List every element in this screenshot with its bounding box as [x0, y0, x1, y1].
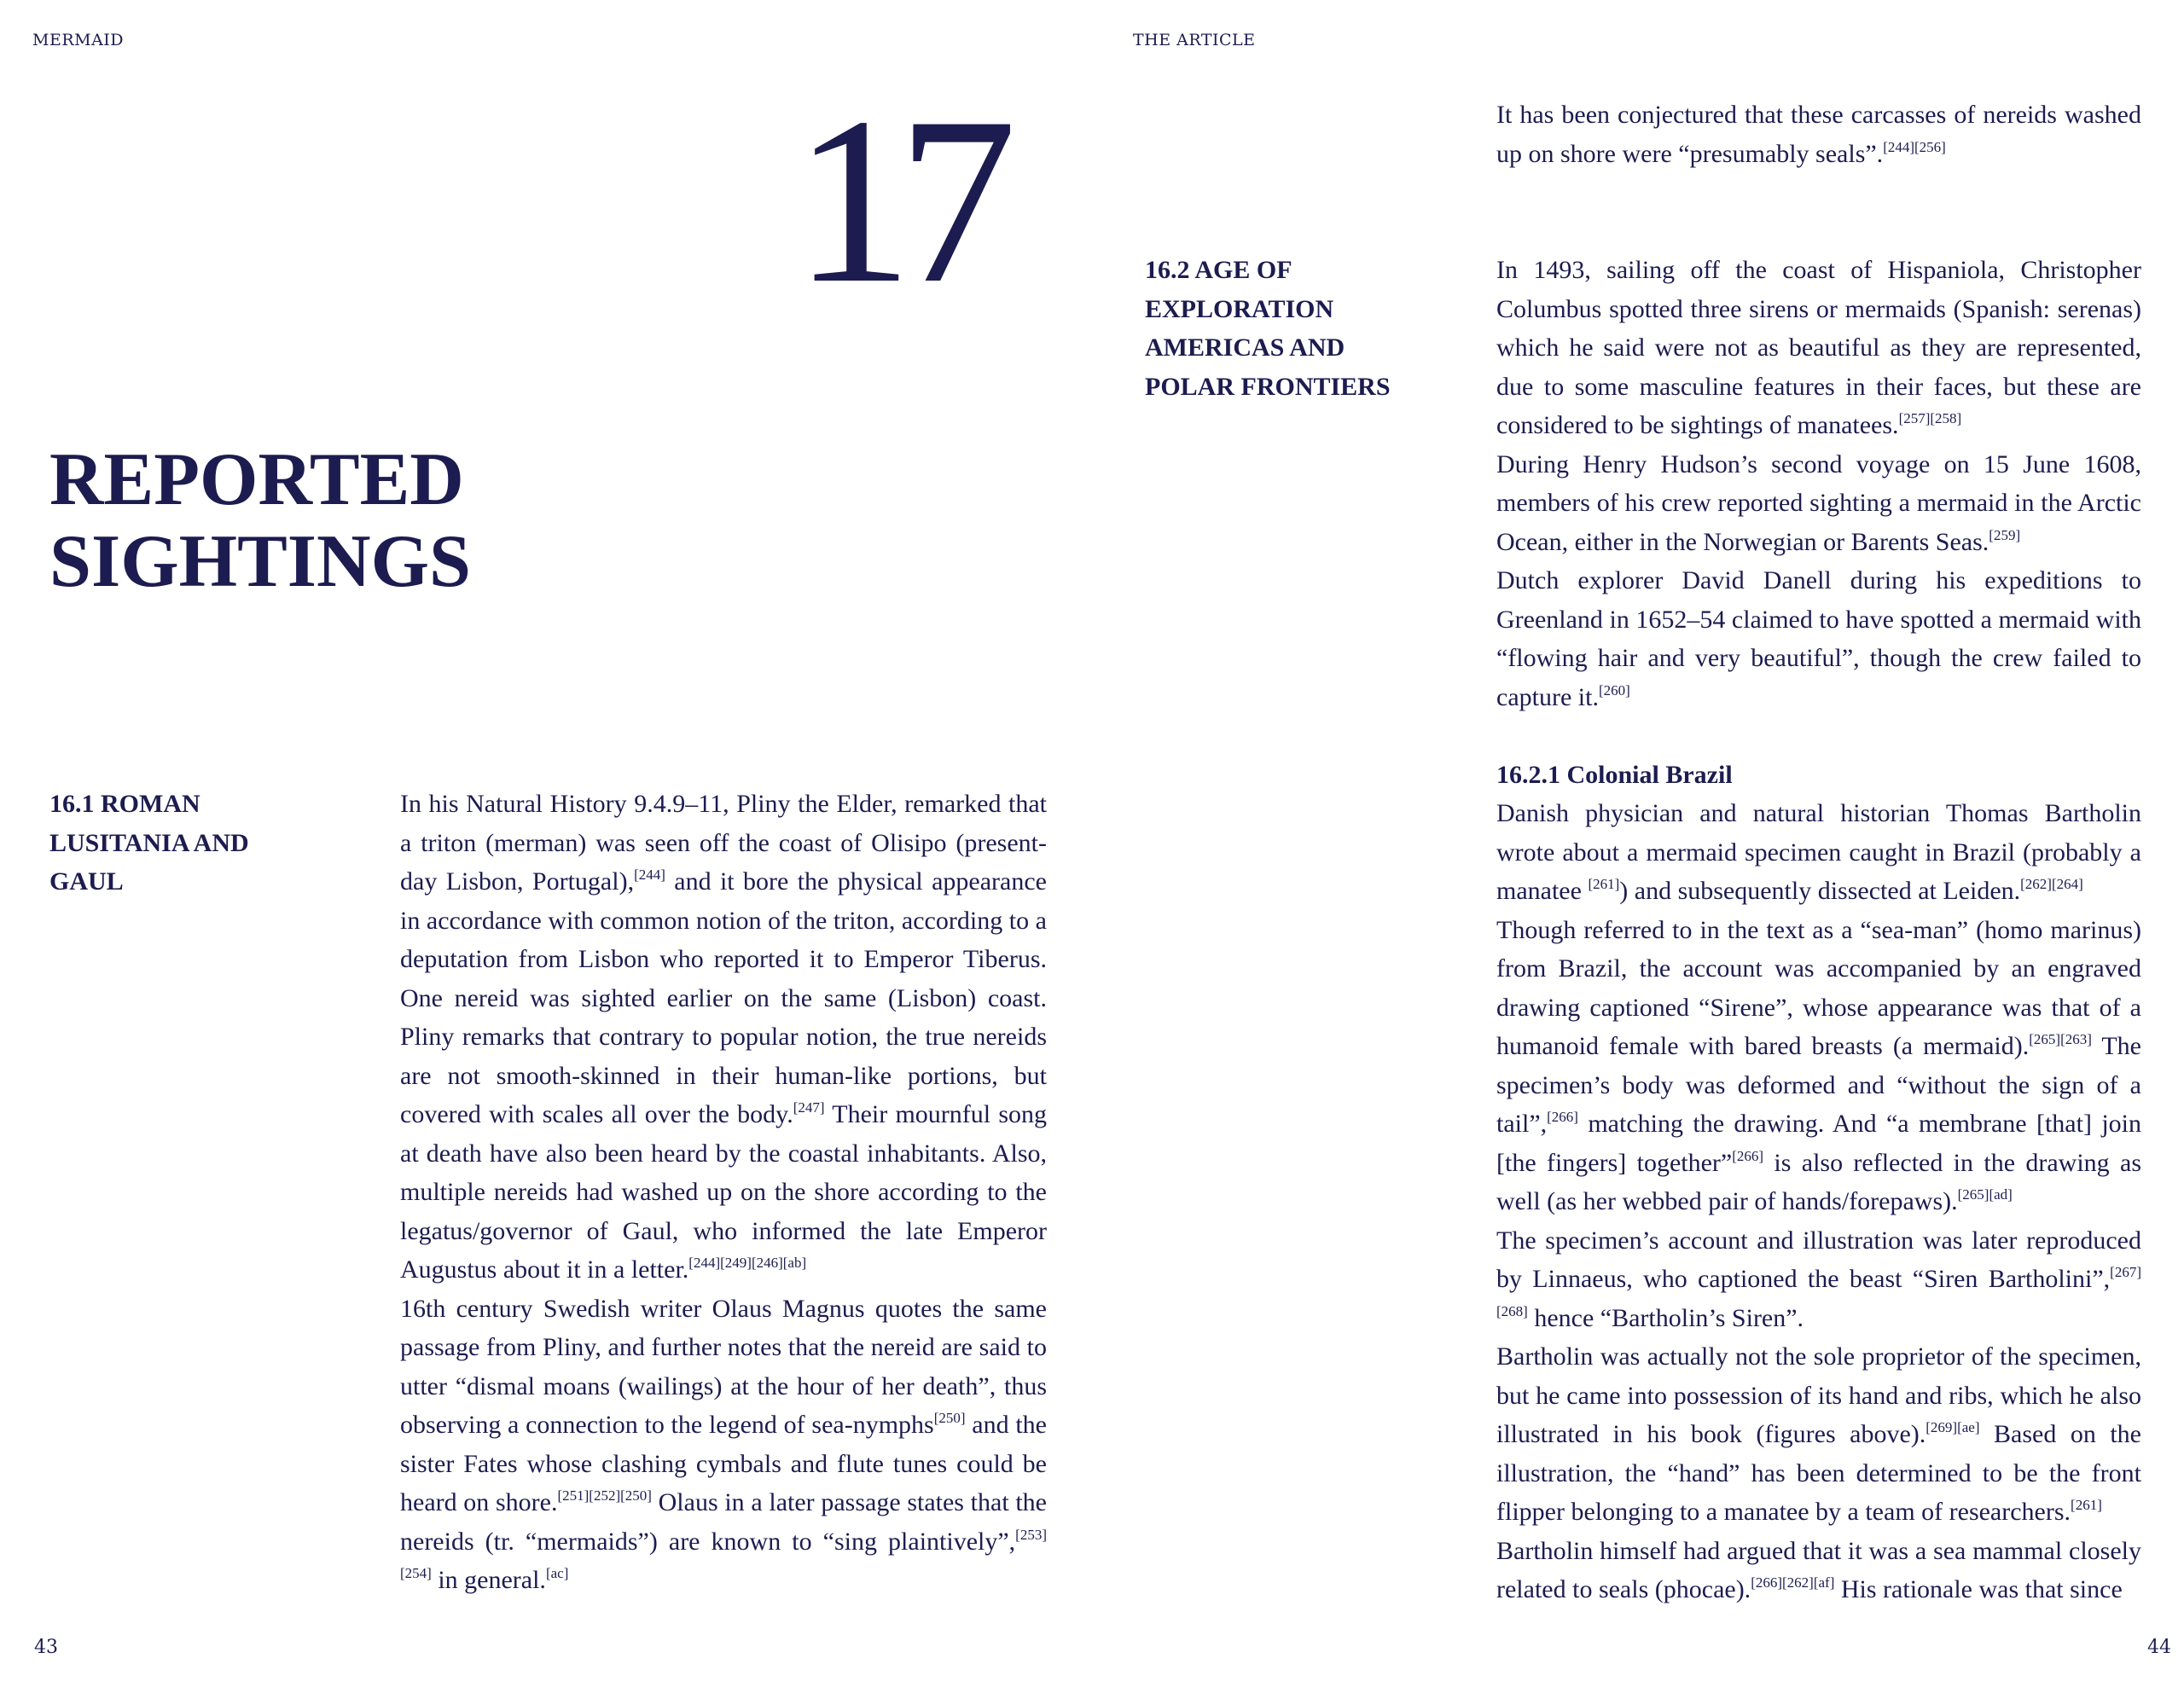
paragraph — [1496, 561, 2141, 716]
text: Danish physician and natural historian Thomas Bartholin wrote about a mermaid specimen caught in Brazil (probably a manatee — [1496, 799, 2141, 905]
paragraph — [1496, 445, 2141, 562]
chapter-title-line-2: SIGHTINGS — [49, 520, 471, 603]
text: In 1493, sailing off the coast of Hispaniola, Christopher Columbus spotted three sirens or mermaids (Spanish: serenas) which he said were not as beautiful as they are represented, due to some masculine features in their faces, but these are considered to be sightings of manatees. — [1496, 256, 2141, 439]
text: His rationale was that since — [1834, 1575, 2123, 1603]
citation-link[interactable]: [251][252][250] — [557, 1487, 652, 1504]
text: ) and subsequently dissected at Leiden. — [1619, 877, 2021, 905]
section-heading-line: GAUL — [49, 867, 124, 896]
section-heading-line: LUSITANIA AND — [49, 828, 249, 857]
paragraph — [1496, 911, 2141, 1221]
section-heading-line: AMERICAS AND — [1145, 333, 1345, 362]
text: matching the drawing. And “a membrane [that] join [the fingers] together” — [1496, 1110, 2141, 1177]
running-head-right: THE ARTICLE — [1133, 31, 1256, 49]
chapter-title — [49, 439, 471, 603]
citation-link[interactable]: [269][ae] — [1926, 1419, 1980, 1435]
text: It has been conjectured that these carcasses of nereids washed up on shore were “presumably seals”. — [1496, 101, 2141, 168]
citation-link[interactable]: [261] — [2071, 1497, 2102, 1513]
text: Based on the illustration, the “hand” has been determined to be the front flipper belonging to a manatee by a team of researchers. — [1496, 1420, 2141, 1526]
citation-link[interactable]: [250] — [933, 1410, 966, 1426]
running-head-left: MERMAID — [32, 31, 125, 49]
citation-link[interactable]: [259] — [1989, 526, 2021, 543]
citation-link[interactable]: [262][264] — [2020, 876, 2083, 892]
citation-link[interactable]: [244][249][246][ab] — [688, 1255, 807, 1271]
text: In his Natural History 9.4.9–11, Pliny the Elder, remarked that a triton (merman) was seen off the coast of Olisipo (present-day Lisbon, Portugal), — [400, 790, 1047, 896]
citation-link[interactable]: [265][ad] — [1957, 1186, 2013, 1203]
right-page — [1092, 0, 2184, 1687]
citation-link[interactable]: [266][262][af] — [1751, 1574, 1835, 1591]
section-heading-line: 16.2 AGE OF — [1145, 256, 1292, 284]
subsection-heading-16-2-1: 16.2.1 Colonial Brazil — [1496, 760, 1733, 789]
paragraph — [1496, 1221, 2141, 1338]
paragraph — [1496, 1532, 2141, 1609]
right-body-column — [1496, 96, 2141, 1609]
section-heading-line: POLAR FRONTIERS — [1145, 372, 1391, 401]
text: The specimen’s account and illustration was later reproduced by Linnaeus, who captioned the beast “Siren Bartholini”, — [1496, 1226, 2141, 1293]
text: Bartholin was actually not the sole proprietor of the specimen, but he came into possession of its hand and ribs, which he also illustrated in his book (figures above). — [1496, 1342, 2141, 1448]
citation-link[interactable]: [244] — [634, 867, 665, 883]
text: Though referred to in the text as a “sea-man” (homo marinus) from Brazil, the account was accompanied by an engraved drawing captioned “Sirene”, whose appearance was that of a humanoid female with bared breasts (a mermaid). — [1496, 915, 2141, 1060]
citation-link[interactable]: [260] — [1598, 681, 1630, 699]
citation-link[interactable]: [ac] — [545, 1565, 569, 1581]
paragraph — [400, 785, 1047, 1290]
paragraph — [400, 1290, 1047, 1600]
text: and the sister Fates whose clashing cymbals and flute tunes could be heard on shore. — [400, 1411, 1048, 1516]
text: During Henry Hudson’s second voyage on 15 June 1608, members of his crew reported sighting a mermaid in the Arctic Ocean, either in the Norwegian or Barents Seas. — [1496, 449, 2141, 556]
citation-link[interactable]: [253] — [1015, 1526, 1047, 1543]
text: is also reflected in the drawing as well (as her webbed pair of hands/forepaws). — [1496, 1148, 2141, 1215]
section-16-1-body — [400, 785, 1047, 1600]
paragraph — [1496, 1337, 2141, 1532]
citation-link[interactable]: [266] — [1547, 1109, 1578, 1125]
citation-link[interactable]: [266] — [1732, 1147, 1764, 1164]
text: in general. — [431, 1566, 546, 1594]
section-heading-16-2 — [1145, 251, 1426, 406]
paragraph — [1496, 794, 2141, 911]
section-heading-16-1 — [49, 785, 322, 901]
paragraph — [1496, 251, 2141, 445]
text: Olaus in a later passage states that the nereids (tr. “mermaids”) are known to “sing plaintively”, — [400, 1488, 1047, 1556]
text: 16th century Swedish writer Olaus Magnus quotes the same passage from Pliny, and further notes that the nereid are said to utter “dismal moans (wailings) at the hour of her death”, thus observing a connection to the legend of sea-nymphs — [400, 1294, 1047, 1439]
page-number-left: 43 — [34, 1637, 58, 1658]
citation-link[interactable]: [247] — [793, 1099, 825, 1116]
page-number-right: 44 — [2147, 1637, 2171, 1658]
paragraph — [1496, 96, 2141, 173]
citation-link[interactable]: [267][268] — [1496, 1264, 2141, 1319]
section-heading-line: EXPLORATION — [1145, 294, 1334, 323]
citation-link[interactable]: [257][258] — [1898, 410, 1962, 426]
chapter-title-line-1: REPORTED — [49, 438, 464, 521]
text: hence “Bartholin’s Siren”. — [1527, 1303, 1804, 1332]
text: Their mournful song at death have also been heard by the coastal inhabitants. Also, multiple nereids had washed up on the shore according to the legatus/governor of Gaul, who informed the late Emperor Augustus about it in a letter. — [400, 1100, 1047, 1284]
section-heading-line: 16.1 ROMAN — [49, 790, 200, 818]
citation-link[interactable]: [265][263] — [2029, 1031, 2092, 1047]
text: and it bore the physical appearance in accordance with common notion of the triton, according to a deputation from Lisbon who reported it to Emperor Tiberus. One nereid was sighted earlier on the same (Lisbon) coast. Pliny remarks that contrary to popular notion, the true nereids are not smooth-skinned in their human-like portions, but covered with scales all over the body. — [400, 867, 1047, 1128]
text: Dutch explorer David Danell during his expeditions to Greenland in 1652–54 claimed to have spotted a mermaid with “flowing hair and very beautiful”, though the crew failed to capture it. — [1496, 566, 2141, 711]
text: The specimen’s body was deformed and “without the sign of a tail”, — [1496, 1032, 2141, 1138]
citation-link[interactable]: [261] — [1588, 876, 1620, 892]
citation-link[interactable]: [254] — [400, 1565, 432, 1581]
text: Bartholin himself had argued that it was a sea mammal closely related to seals (phocae). — [1496, 1536, 2141, 1603]
citation-link[interactable]: [244][256] — [1883, 138, 1946, 155]
chapter-number: 17 — [793, 67, 1002, 333]
